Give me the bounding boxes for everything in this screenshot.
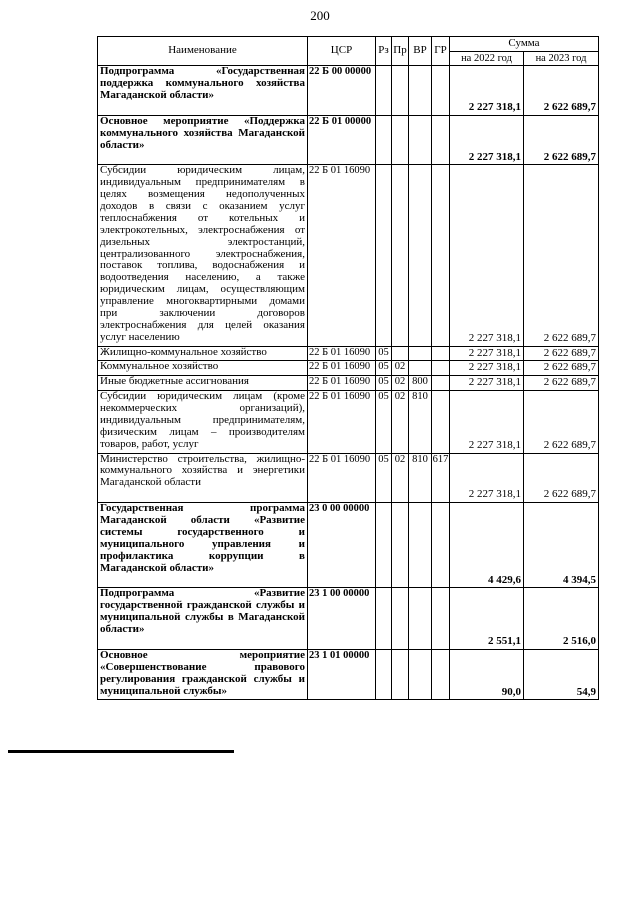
table-row [98,588,599,650]
gr-cell [432,346,450,361]
table-header [98,37,599,66]
sum-2023-cell: 2 622 689,7 [524,361,599,376]
sum-2022-cell: 2 227 318,1 [450,115,524,165]
sum-2022-cell: 2 227 318,1 [450,453,524,503]
pr-cell [392,588,409,650]
csr-cell: 22 Б 01 00000 [308,115,376,165]
pr-cell: 02 [392,453,409,503]
header-sum-group: Сумма [450,37,599,52]
pr-cell: 02 [392,391,409,453]
footnote-separator-line [8,750,234,753]
rz-cell: 05 [376,346,392,361]
sum-2023-cell: 2 622 689,7 [524,391,599,453]
header-csr: ЦСР [308,37,376,66]
rz-cell [376,66,392,116]
name-cell: Субсидии юридическим лицам (кроме некоммерческих организаций), индивидуальным предпринимателям, физическим лицам – производителям товаров, работ, услуг [98,391,308,453]
table-row [98,503,599,588]
vr-cell [409,115,432,165]
vr-cell [409,66,432,116]
table-row [98,115,599,165]
vr-cell [409,165,432,346]
csr-cell: 22 Б 01 16090 [308,453,376,503]
sum-2023-cell: 4 394,5 [524,503,599,588]
header-rz: Рз [376,37,392,66]
csr-cell: 23 0 00 00000 [308,503,376,588]
pr-cell [392,649,409,700]
gr-cell [432,588,450,650]
table-row [98,66,599,116]
rz-cell [376,649,392,700]
sum-2023-cell: 2 516,0 [524,588,599,650]
sum-2023-cell: 2 622 689,7 [524,346,599,361]
name-cell: Субсидии юридическим лицам, индивидуальным предпринимателям в целях возмещения недополученных доходов в связи с оказанием услуг теплоснабжения от котельных и электрокотельных, электроснабжения от дизельных электростанций, централизованного электроснабжения, поставок топлива, водоснабжения и водоотведения населению, а также юридическим лицам, осуществляющим управление многоквартирными домами при заключении договоров электроснабжения для целей оказания услуг населению [98,165,308,346]
rz-cell [376,588,392,650]
name-cell: Коммунальное хозяйство [98,361,308,376]
sum-2022-cell: 2 227 318,1 [450,165,524,346]
name-cell: Министерство строительства, жилищно-коммунального хозяйства и энергетики Магаданской области [98,453,308,503]
csr-cell: 22 Б 00 00000 [308,66,376,116]
vr-cell: 810 [409,453,432,503]
header-sum-2022: на 2022 год [450,51,524,65]
name-cell: Иные бюджетные ассигнования [98,376,308,391]
name-cell: Основное мероприятие «Поддержка коммунального хозяйства Магаданской области» [98,115,308,165]
sum-2022-cell: 2 227 318,1 [450,361,524,376]
sum-2022-cell: 90,0 [450,649,524,700]
csr-cell: 22 Б 01 16090 [308,361,376,376]
sum-2022-cell: 2 227 318,1 [450,391,524,453]
sum-2022-cell: 4 429,6 [450,503,524,588]
csr-cell: 23 1 01 00000 [308,649,376,700]
rz-cell: 05 [376,361,392,376]
name-cell: Основное мероприятие «Совершенствование правового регулирования гражданской службы и муниципальной службы» [98,649,308,700]
name-cell: Жилищно-коммунальное хозяйство [98,346,308,361]
vr-cell: 800 [409,376,432,391]
header-name: Наименование [98,37,308,66]
pr-cell [392,66,409,116]
sum-2022-cell: 2 227 318,1 [450,346,524,361]
gr-cell [432,115,450,165]
name-cell: Подпрограмма «Государственная поддержка коммунального хозяйства Магаданской области» [98,66,308,116]
rz-cell: 05 [376,376,392,391]
csr-cell: 23 1 00 00000 [308,588,376,650]
sum-2022-cell: 2 551,1 [450,588,524,650]
table-row [98,376,599,391]
sum-2023-cell: 2 622 689,7 [524,453,599,503]
pr-cell: 02 [392,361,409,376]
pr-cell [392,346,409,361]
table-row [98,391,599,453]
vr-cell [409,503,432,588]
vr-cell [409,361,432,376]
csr-cell: 22 Б 01 16090 [308,391,376,453]
gr-cell: 617 [432,453,450,503]
table-row [98,361,599,376]
gr-cell [432,361,450,376]
sum-2023-cell: 2 622 689,7 [524,165,599,346]
gr-cell [432,649,450,700]
rz-cell: 05 [376,453,392,503]
table-row [98,649,599,700]
pr-cell: 02 [392,376,409,391]
header-vr: ВР [409,37,432,66]
vr-cell [409,649,432,700]
sum-2022-cell: 2 227 318,1 [450,376,524,391]
rz-cell: 05 [376,391,392,453]
header-row-1 [98,37,599,52]
rz-cell [376,503,392,588]
pr-cell [392,165,409,346]
csr-cell: 22 Б 01 16090 [308,165,376,346]
budget-table [97,36,599,700]
header-sum-2023: на 2023 год [524,51,599,65]
table-body [98,66,599,700]
csr-cell: 22 Б 01 16090 [308,346,376,361]
table-row [98,165,599,346]
vr-cell [409,346,432,361]
rz-cell [376,115,392,165]
gr-cell [432,391,450,453]
vr-cell: 810 [409,391,432,453]
gr-cell [432,503,450,588]
page-number: 200 [310,8,330,23]
csr-cell: 22 Б 01 16090 [308,376,376,391]
gr-cell [432,66,450,116]
sum-2023-cell: 2 622 689,7 [524,66,599,116]
pr-cell [392,503,409,588]
sum-2023-cell: 54,9 [524,649,599,700]
sum-2022-cell: 2 227 318,1 [450,66,524,116]
table-row [98,453,599,503]
vr-cell [409,588,432,650]
header-gr: ГР [432,37,450,66]
sum-2023-cell: 2 622 689,7 [524,115,599,165]
name-cell: Государственная программа Магаданской области «Развитие системы государственного и муниципального управления и профилактика коррупции в Магаданской области» [98,503,308,588]
gr-cell [432,376,450,391]
pr-cell [392,115,409,165]
header-pr: Пр [392,37,409,66]
table-row [98,346,599,361]
sum-2023-cell: 2 622 689,7 [524,376,599,391]
gr-cell [432,165,450,346]
name-cell: Подпрограмма «Развитие государственной гражданской службы и муниципальной службы в Магаданской области» [98,588,308,650]
rz-cell [376,165,392,346]
